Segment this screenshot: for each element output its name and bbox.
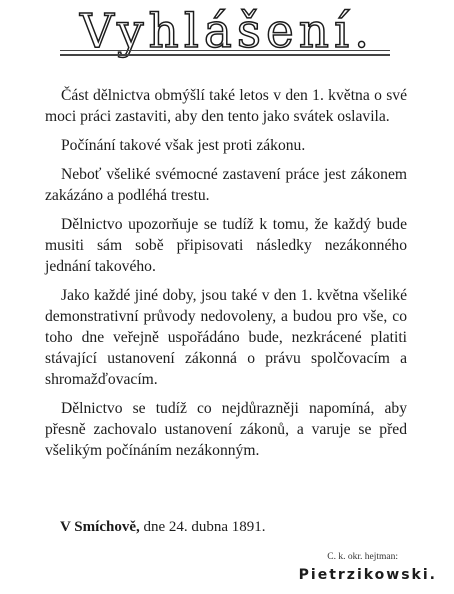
signatory-name: Pietrzikowski. [298,567,437,583]
proclamation-body [45,85,407,461]
paragraph: Počínání takové však jest proti zákonu. [61,137,306,154]
proclamation-title: Vyhlášení. [79,4,375,59]
paragraph: Dělnictvo upozorňuje se tudíž k tomu, že každý bude musiti sám sobě připisovati následky nezákonného jednání takového. [45,216,407,275]
signatory-title: C. k. okr. hejtman: [327,552,398,562]
paragraph: Neboť všeliké svémocné zastavení práce jest zákonem zakázáno a podléhá trestu. [45,166,407,204]
dateline [60,519,266,536]
title-underline-double [60,54,390,56]
dateline-place: V Smíchově, [60,519,140,535]
paragraph: Dělnictvo se tudíž co nejdůrazněji napomíná, aby přesně zachovalo ustanovení zákonů, a varuje se před všelikým počínáním nezákonným. [45,400,407,459]
title-underline [60,50,390,51]
dateline-date: dne 24. dubna 1891. [143,519,266,535]
paragraph: Jako každé jiné doby, jsou také v den 1. května všeliké demonstrativní průvody nedovoleny, a budou pro vše, co toho dne veřejně uspořádáno bude, nezkrácené platiti stávající ustanovení zákonná o právu spolčovacím a shromažďovacím. [45,287,407,388]
paragraph: Část dělnictva obmýšlí také letos v den 1. května o své moci práci zastaviti, aby den tento jako svátek oslavila. [45,87,407,125]
